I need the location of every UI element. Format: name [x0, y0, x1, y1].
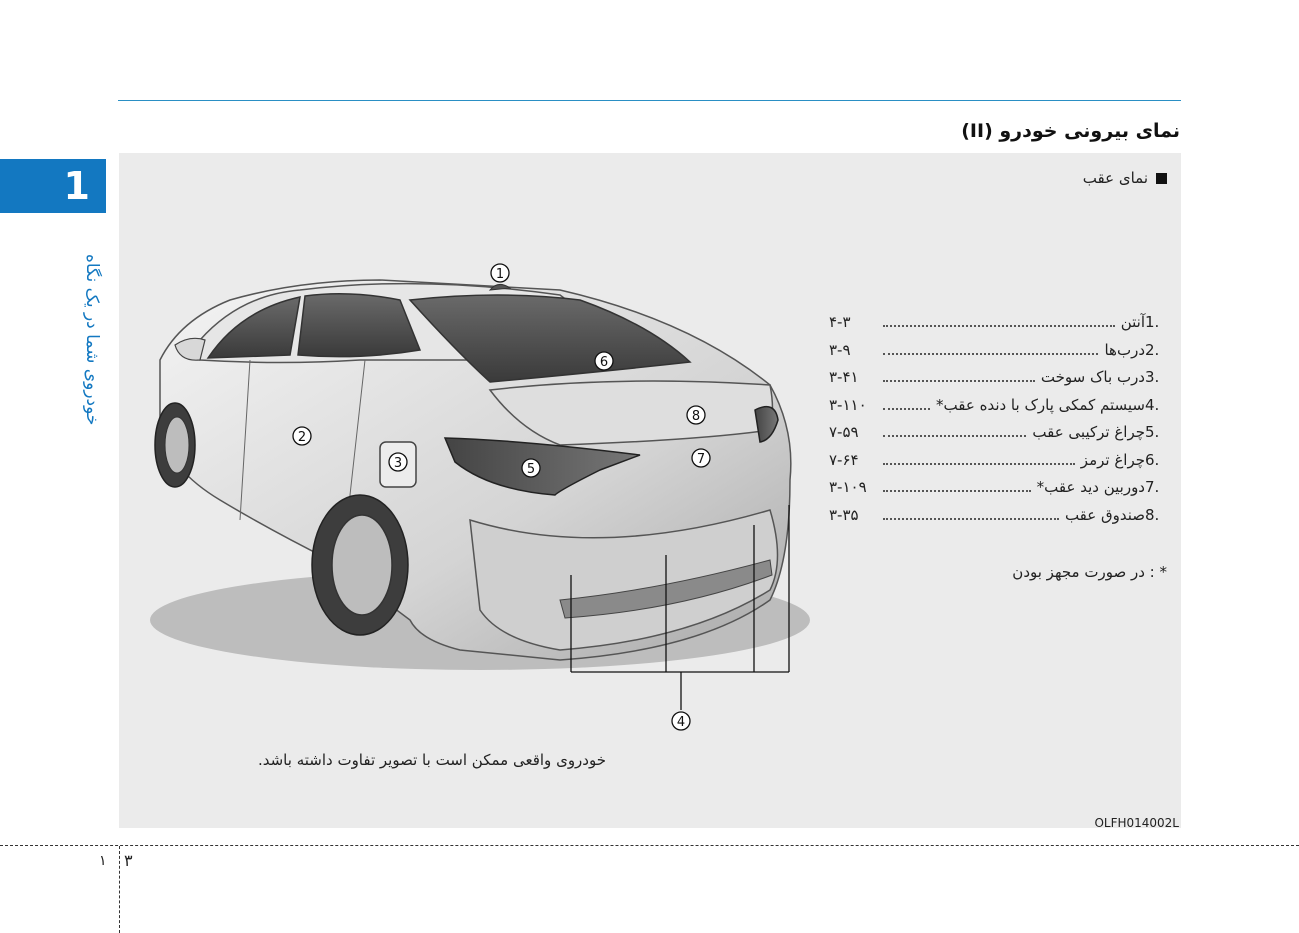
- callout-1-icon: [491, 264, 509, 282]
- svg-text:8: 8: [691, 409, 701, 424]
- section-title: نمای عقب: [1082, 169, 1148, 187]
- page-number: ۳: [124, 851, 133, 870]
- front-wheel-rim: [165, 417, 189, 473]
- svg-text:1: 1: [495, 267, 505, 282]
- svg-text:7: 7: [696, 452, 706, 467]
- rear-wheel-rim: [332, 515, 392, 615]
- legend-item: 8. صندوق عقب ۳-۳۵: [829, 505, 1160, 524]
- callout-3-icon: [389, 453, 407, 471]
- svg-text:2: 2: [297, 430, 307, 445]
- legend-item: 1. آنتن ۴-۳: [829, 313, 1160, 331]
- chapter-tab: 1: [0, 159, 106, 213]
- chapter-side-title: خودروی شما در یک نگاه: [82, 253, 102, 425]
- side-window: [298, 294, 420, 357]
- page-title: نمای بیرونی خودرو (II): [961, 120, 1180, 142]
- callout-8-icon: [687, 406, 705, 424]
- footnote: * : در صورت مجهز بودن: [1012, 563, 1167, 581]
- callout-5-icon: [522, 459, 540, 477]
- legend-item: 3. درب باک سوخت ۳-۴۱: [829, 368, 1160, 386]
- callout-7-icon: [692, 449, 710, 467]
- image-caption: خودروی واقعی ممکن است با تصویر تفاوت داشته باشد.: [257, 751, 607, 769]
- legend-item: 7. دوربین دید عقب* ۳-۱۰۹: [829, 478, 1160, 496]
- legend-item: 5. چراغ ترکیبی عقب ۷-۵۹: [829, 423, 1160, 441]
- bottom-rule: [0, 845, 1299, 846]
- svg-text:4: 4: [676, 715, 686, 730]
- callout-2-icon: [293, 427, 311, 445]
- page-number-chapter: ۱: [99, 853, 107, 869]
- legend-item: 6. چراغ ترمز ۷-۶۴: [829, 450, 1160, 469]
- svg-text:3: 3: [393, 456, 403, 471]
- legend-item: 2. درب‌ها ۳-۹: [829, 340, 1160, 359]
- image-code: OLFH014002L: [1094, 816, 1179, 830]
- legend-item: 4. سیستم کمکی پارک با دنده عقب* ۳-۱۱۰: [829, 395, 1160, 414]
- svg-text:6: 6: [599, 355, 609, 370]
- callout-6-icon: [595, 352, 613, 370]
- footer-divider: [119, 846, 120, 933]
- svg-text:5: 5: [526, 462, 536, 477]
- callout-4-icon: [672, 712, 690, 730]
